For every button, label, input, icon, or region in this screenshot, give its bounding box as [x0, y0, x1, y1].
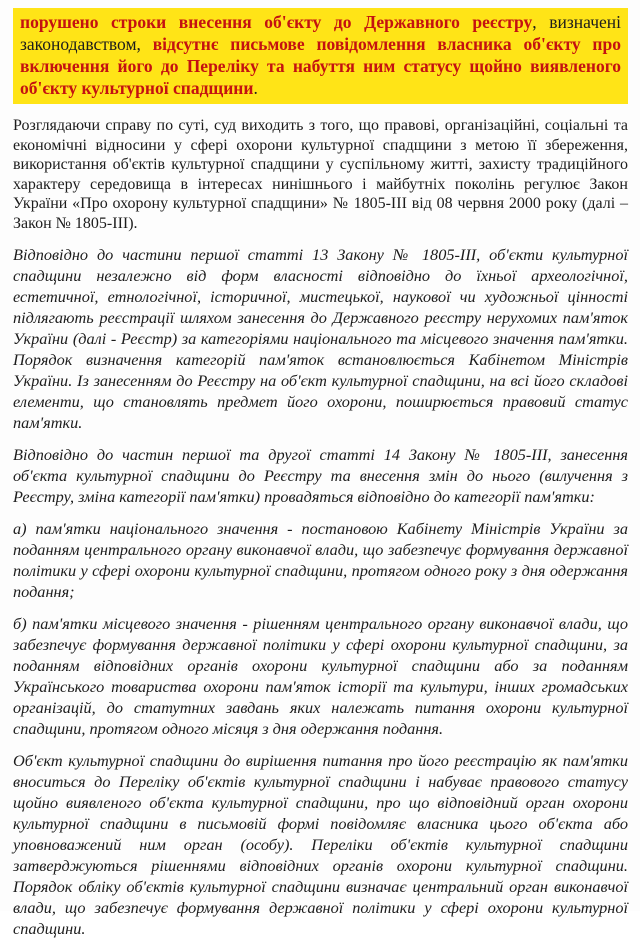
paragraph-intro-law-1805: Розглядаючи справу по суті, суд виходить з того, що правові, організаційні, соціальні та економічні відносини у сфері охорони культурної спадщини з метою її збереження, використання об'єктів культурної спадщини у суспільному житті, захисту традиційного характеру середовища в інтересах нинішнього і майбутніх поколінь регулює Закон України «Про охорону культурної спадщини» № 1805-III від 08 червня 2000 року (далі – Закон № 1805-III).: [13, 117, 628, 232]
paragraph-perelik-status: Об'єкт культурної спадщини до вирішення питання про його реєстрацію як пам'ятки вноситься до Переліку об'єктів культурної спадщини і набуває правового статусу щойно виявленого об'єкта культурної спадщини, про що відповідний орган охорони культурної спадщини в письмовій формі повідомляє власника цього об'єкта або уповноважений ним орган (особу). Переліки об'єктів культурної спадщини затверджуються рішеннями відповідних органів охорони культурної спадщини. Порядок обліку об'єктів культурної спадщини визначає центральний орган виконавчої влади, що забезпечує формування державної політики у сфері охорони культурної спадщини.: [13, 751, 628, 938]
paragraph-article-13: Відповідно до частини першої статті 13 Закону № 1805-III, об'єкти культурної спадщини незалежно від форм власності відповідно до їхньої археологічної, естетичної, етнологічної, історичної, мистецької, наукової чи художньої цінності підлягають реєстрації шляхом занесення до Державного реєстру нерухомих пам'яток України (далі - Реєстр) за категоріями національного та місцевого значення пам'ятки. Порядок визначення категорій пам'яток встановлюється Кабінетом Міністрів України. Із занесенням до Реєстру на об'єкт культурної спадщини, на всі його складові елементи, що становлять предмет його охорони, поширюється правовий статус пам'ятки.: [13, 245, 628, 432]
highlight-segment-red-2: відсутнє письмове повідомлення власника об'єкту про включення його до Переліку та набуття ним статусу щойно виявленого об'єкту культурної спадщини: [20, 34, 621, 98]
highlight-segment-black-1: , визначені законодавством,: [20, 12, 621, 54]
paragraph-article-14: Відповідно до частин першої та другої статті 14 Закону № 1805-III, занесення об'єкта культурної спадщини до Реєстру та внесення змін до нього (вилучення з Реєстру, зміна категорії пам'ятки) провадяться відповідно до категорії пам'ятки:: [13, 445, 628, 506]
paragraph-item-a-national: а) пам'ятки національного значення - постановою Кабінету Міністрів України за поданням центрального органу виконавчої влади, що забезпечує формування державної політики у сфері охорони культурної спадщини, протягом одного року з дня одержання подання;: [13, 519, 628, 601]
paragraph-item-b-local: б) пам'ятки місцевого значення - рішенням центрального органу виконавчої влади, що забезпечує формування державної політики у сфері охорони культурної спадщини, за поданням відповідних органів охорони культурної спадщини або за поданням Українського товариства охорони пам'яток історії та культури, інших громадських організацій, до статутних завдань яких належать питання охорони культурної спадщини, протягом одного місяця з дня одержання подання.: [13, 614, 628, 738]
highlight-segment-red-1: порушено строки внесення об'єкту до Державного реєстру: [20, 12, 533, 32]
highlighted-finding: [13, 8, 628, 104]
highlight-segment-black-2: .: [253, 78, 258, 98]
